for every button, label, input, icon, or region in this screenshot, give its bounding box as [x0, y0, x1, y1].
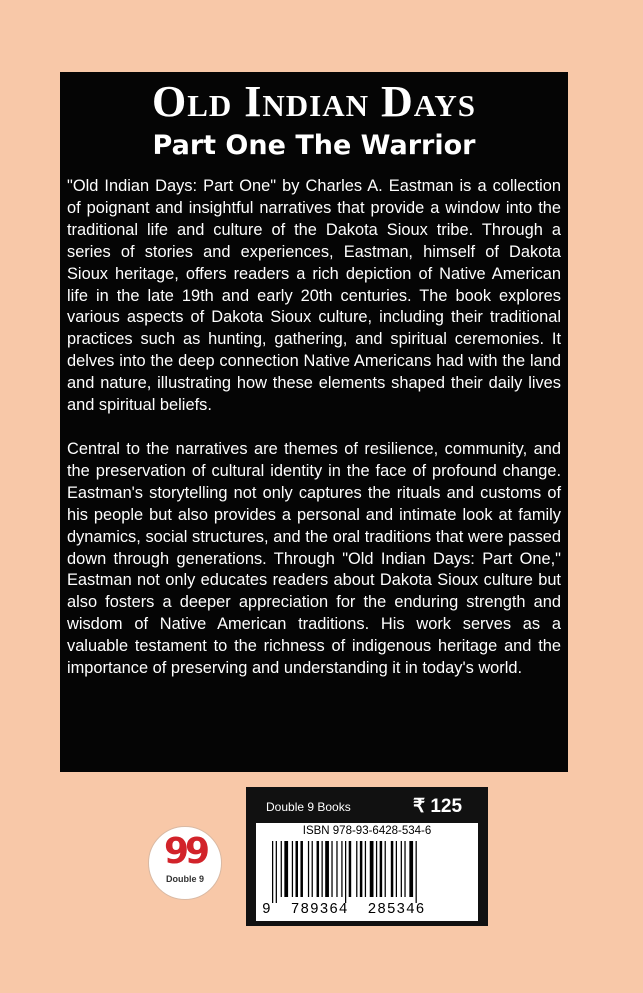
barcode-bar — [345, 841, 346, 903]
barcode-bars — [272, 841, 462, 903]
barcode-bar — [349, 841, 352, 897]
barcode-bar — [284, 841, 288, 897]
barcode-bar — [331, 841, 332, 897]
barcode-bar — [281, 841, 282, 897]
price-barcode-box — [246, 787, 488, 926]
barcode-bar — [380, 841, 383, 897]
barcode-bar — [317, 841, 320, 897]
barcode-bar — [396, 841, 397, 897]
book-title: Old Indian Days — [152, 77, 476, 126]
price-label: ₹ 125 — [413, 796, 463, 817]
blurb-paragraph-2: Central to the narratives are themes of resilience, community, and the preservation of cultural identity in the face of profound change. Eastman's storytelling not only captures the rituals and customs of his people but also provides a personal and intimate look at family dynamics, social structures, and the oral traditions that were passed down through generations. Through "Old Indian Days: Part One," Eastman not only educates readers about Dakota Sioux culture but also fosters a deeper appreciation for the enduring strength and wisdom of Native American traditions. His work serves as a valuable testament to the richness of indigenous heritage and the importance of preserving and understanding it in today's world. — [67, 439, 561, 678]
blurb-paragraph-1: "Old Indian Days: Part One" by Charles A. Eastman is a collection of poignant and insightful narratives that provide a window into the traditional life and culture of the Dakota Sioux tribe. Through a series of stories and experiences, Eastman, himself of Dakota Sioux heritage, offers readers a rich depiction of Native American life in the late 19th and early 20th centuries. The book explores various aspects of Dakota Sioux culture, including their traditional practices such as hunting, gathering, and spiritual ceremonies. It delves into the deep connection Native Americans had with the land and nature, illustrating how these elements shaped their daily lives and spiritual beliefs. — [67, 177, 561, 415]
barcode-bar — [360, 841, 363, 897]
logo-number: 99 — [163, 831, 207, 872]
barcode-bar — [308, 841, 309, 897]
blurb — [67, 176, 561, 702]
barcode-bar — [385, 841, 386, 897]
barcode-bar — [376, 841, 377, 897]
publisher-name: Double 9 Books — [266, 800, 351, 814]
book-subtitle: Part One The Warrior — [152, 130, 476, 161]
barcode-bar — [296, 841, 299, 897]
barcode-bar — [356, 841, 357, 897]
barcode-bar — [409, 841, 413, 897]
barcode-bar — [401, 841, 402, 897]
ean-number: 9 789364 285346 — [262, 902, 426, 918]
description-panel — [60, 72, 568, 772]
barcode-bar — [272, 841, 273, 903]
barcode-bar — [365, 841, 366, 897]
logo-text: Double 9 — [165, 874, 204, 884]
barcode-bar — [325, 841, 329, 897]
barcode-bar — [404, 841, 405, 897]
isbn-label: ISBN 978-93-6428-534-6 — [302, 825, 432, 837]
barcode-bar — [292, 841, 293, 897]
barcode-area — [256, 823, 478, 921]
barcode-bar — [370, 841, 374, 897]
barcode-bar — [391, 841, 394, 897]
barcode-bar — [300, 841, 303, 897]
barcode-bar — [312, 841, 313, 897]
publisher-logo — [148, 826, 222, 900]
barcode-bar — [341, 841, 342, 897]
barcode-bar — [276, 841, 277, 903]
barcode-bar — [336, 841, 337, 897]
barcode-bar — [322, 841, 323, 897]
barcode-bar — [416, 841, 417, 903]
